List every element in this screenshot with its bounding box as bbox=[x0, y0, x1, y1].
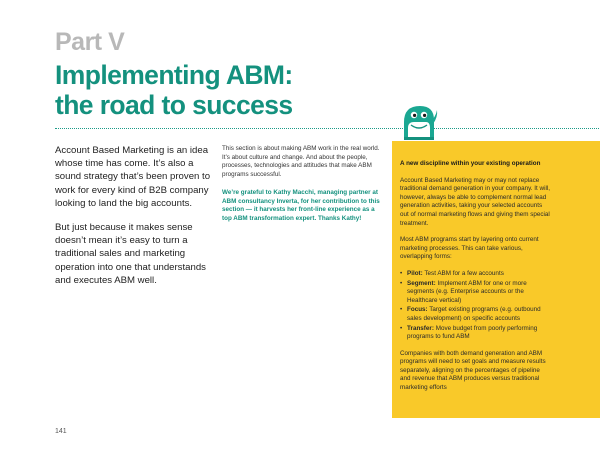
bullet-term: Pilot: bbox=[407, 269, 423, 277]
bullet-icon: • bbox=[400, 306, 403, 314]
list-item bbox=[400, 325, 552, 342]
page-number: 141 bbox=[55, 428, 67, 435]
sidebar-paragraph-2: Most ABM programs start by layering onto current marketing processes. This can take various, overlapping forms: bbox=[400, 236, 539, 261]
sidebar-paragraph-3: Companies with both demand generation and ABM programs will need to set goals and measure results separately, aligning on the percentages of pipeline and revenue that ABM produces versus traditional marketing efforts bbox=[400, 349, 546, 392]
middle-paragraph: This section is about making ABM work in the real world. It’s about culture and change. And about the people, processes, technologies and attitudes that make ABM programs successful. bbox=[222, 145, 380, 179]
bullet-text: Target existing programs (e.g. outbound sales development) on specific accounts bbox=[407, 306, 541, 322]
intro-paragraph-1: Account Based Marketing is an idea whose time has come. It’s also a sound strategy that’s been proven to work for every kind of B2B company looking to land the big accounts. bbox=[55, 145, 211, 209]
list-item bbox=[400, 280, 552, 306]
bullet-term: Segment: bbox=[407, 279, 436, 287]
thanks-paragraph: We’re grateful to Kathy Macchi, managing partner at ABM consultancy Inverta, for her contribution to this section — it harvests her front-line experience as a top ABM transformation expert. Thanks Kathy! bbox=[222, 188, 380, 222]
page-title bbox=[55, 60, 385, 120]
bullet-text: Test ABM for a few accounts bbox=[424, 269, 504, 277]
bullet-text: Implement ABM for one or more segments (e.g. Enterprise accounts or the Healthcare vertical) bbox=[407, 279, 527, 304]
dotted-divider bbox=[55, 128, 600, 129]
bullet-text: Move budget from poorly performing programs to fund ABM bbox=[407, 324, 538, 341]
part-label: Part V bbox=[55, 28, 125, 56]
bullet-icon: • bbox=[400, 269, 403, 277]
list-item bbox=[400, 270, 552, 279]
sidebar-bullet-list bbox=[400, 270, 552, 342]
bullet-icon: • bbox=[400, 279, 403, 287]
title-line-1: Implementing ABM: bbox=[55, 60, 293, 90]
intro-column bbox=[55, 144, 215, 298]
bullet-term: Focus: bbox=[407, 306, 428, 314]
sidebar-paragraph-1: Account Based Marketing may or may not replace traditional demand generation in your company. It will, however, always be able to complement normal lead generation activities, taking your selected accounts out of normal marketing flows and giving them special treatment. bbox=[400, 176, 551, 227]
bullet-icon: • bbox=[400, 324, 403, 332]
sidebar-content bbox=[400, 160, 552, 401]
list-item bbox=[400, 306, 552, 323]
bullet-term: Transfer: bbox=[407, 324, 434, 332]
sidebar-heading: A new discipline within your existing operation bbox=[400, 160, 541, 167]
title-line-2: the road to success bbox=[55, 90, 293, 120]
whale-mascot-icon bbox=[400, 100, 438, 142]
intro-paragraph-2: But just because it makes sense doesn’t mean it’s easy to turn a traditional sales and marketing operation into one that understands and executes ABM well. bbox=[55, 222, 206, 286]
middle-column bbox=[222, 145, 382, 233]
